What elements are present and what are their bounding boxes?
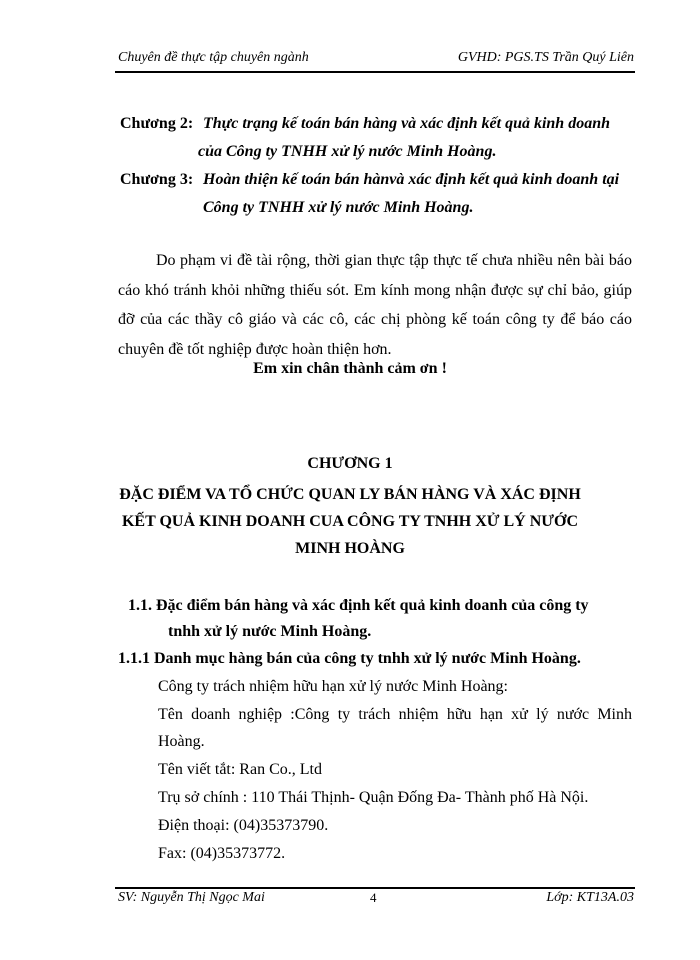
footer-right: Lớp: KT13A.03 <box>546 890 634 905</box>
chapter-3-label: Chương 3: <box>120 171 194 188</box>
chapter-3-title-line2: Công ty TNHH xử lý nước Minh Hoàng. <box>203 199 474 216</box>
company-fax: Fax: (04)35373772. <box>158 845 286 862</box>
section-1-1-line1: 1.1. Đặc điểm bán hàng và xác định kết quả kinh doanh của công ty <box>128 597 589 614</box>
chapter-1-title-line3: MINH HOÀNG <box>295 540 405 557</box>
chapter-3-title-line1: Hoàn thiện kế toán bán hànvà xác định kết quả kinh doanh tại <box>203 171 620 188</box>
company-address: Trụ sở chính : 110 Thái Thịnh- Quận Đống Đa- Thành phố Hà Nội. <box>158 789 589 806</box>
header-rule <box>115 71 635 73</box>
section-1-1-line2: tnhh xử lý nước Minh Hoàng. <box>168 623 372 640</box>
chapter-1-title-line2: KẾT QUẢ KINH DOANH CUA CÔNG TY TNHH XỬ LÝ NƯỚC <box>121 513 579 530</box>
chapter-2-title-line1: Thực trạng kế toán bán hàng và xác định kết quả kinh doanh <box>203 115 610 132</box>
intro-paragraph: Do phạm vi đề tài rộng, thời gian thực tập thực tế chưa nhiều nên bài báo cáo khó tránh khỏi những thiếu sót. Em kính mong nhận được sự chỉ bảo, giúp đỡ của các thầy cô giáo và các cô, các chị phòng kế toán công ty để báo cáo chuyên đề tốt nghiệp được hoàn thiện hơn. <box>118 252 632 358</box>
company-intro: Công ty trách nhiệm hữu hạn xử lý nước Minh Hoàng: <box>158 678 508 695</box>
chapter-1-heading: CHƯƠNG 1 <box>307 455 393 472</box>
page-number: 4 <box>370 890 377 905</box>
footer-left: SV: Nguyễn Thị Ngọc Mai <box>118 890 265 905</box>
footer-rule <box>115 887 635 889</box>
chapter-2-label: Chương 2: <box>120 115 194 132</box>
chapter-2-title-line2: của Công ty TNHH xử lý nước Minh Hoàng. <box>198 143 497 160</box>
header-left: Chuyên đề thực tập chuyên ngành <box>118 50 309 65</box>
company-name-line2: Hoàng. <box>158 733 205 750</box>
header-right: GVHD: PGS.TS Trần Quý Liên <box>457 50 634 65</box>
chapter-1-title-line1: ĐẶC ĐIỂM VA TỔ CHỨC QUAN LY BÁN HÀNG VÀ XÁC ĐỊNH <box>119 486 581 503</box>
company-phone: Điện thoại: (04)35373790. <box>158 817 329 834</box>
company-name-line1: Tên doanh nghiệp :Công ty trách nhiệm hữu hạn xử lý nước Minh <box>158 706 632 723</box>
section-1-1-1-heading: 1.1.1 Danh mục hàng bán của công ty tnhh xử lý nước Minh Hoàng. <box>118 650 581 667</box>
thanks-line: Em xin chân thành cảm ơn ! <box>253 360 447 377</box>
company-short-name: Tên viết tắt: Ran Co., Ltd <box>158 761 322 778</box>
